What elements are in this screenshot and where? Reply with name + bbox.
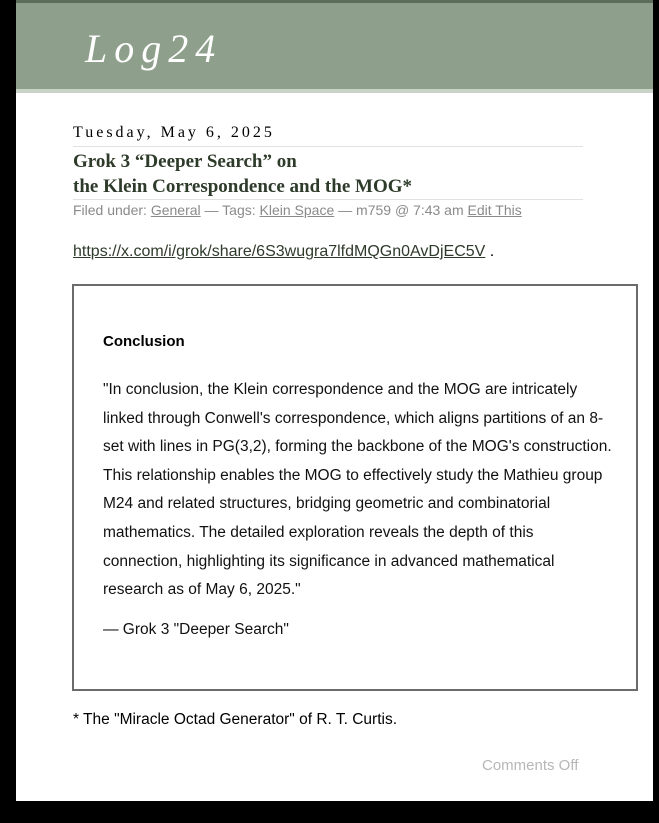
byline: — m759 @ 7:43 am (338, 202, 464, 218)
header-divider (16, 89, 653, 93)
category-link[interactable]: General (150, 202, 201, 218)
post-title-line-2[interactable]: the Klein Correspondence and the MOG* (73, 176, 413, 197)
filed-under-label: Filed under: (73, 202, 147, 218)
date-divider (73, 146, 583, 147)
post-title-line-1[interactable]: Grok 3 “Deeper Search” on (73, 151, 297, 172)
page (16, 0, 653, 801)
footnote: * The "Miracle Octad Generator" of R. T. Curtis. (73, 711, 397, 728)
quote-attribution: — Grok 3 "Deeper Search" (103, 621, 289, 638)
post-meta (73, 202, 522, 218)
quote-heading: Conclusion (103, 333, 185, 350)
post-date: Tuesday, May 6, 2025 (73, 124, 275, 141)
tags-label: — Tags: (204, 202, 256, 218)
share-line (73, 243, 494, 261)
site-title[interactable]: Log24 (85, 26, 223, 71)
post-title[interactable] (73, 149, 593, 199)
quote-box (72, 284, 638, 691)
site-header (16, 0, 653, 89)
share-suffix: . (485, 243, 495, 260)
title-divider (73, 199, 583, 200)
comments-status[interactable]: Comments Off (482, 757, 579, 774)
tag-link[interactable]: Klein Space (259, 202, 335, 218)
quote-body: "In conclusion, the Klein correspondence and the MOG are intricately linked through Conwell's correspondence, which aligns partitions of an 8-set with lines in PG(3,2), forming the backbone of the MOG's construction. This relationship enables the MOG to effectively study the Mathieu group M24 and related structures, bridging geometric and combinatorial mathematics. The detailed exploration reveals the depth of this connection, highlighting its significance in advanced mathematical research as of May 6, 2025." (103, 381, 612, 599)
edit-link[interactable]: Edit This (467, 202, 522, 218)
grok-share-link[interactable]: https://x.com/i/grok/share/6S3wugra7lfdMQGn0AvDjEC5V (73, 243, 486, 260)
